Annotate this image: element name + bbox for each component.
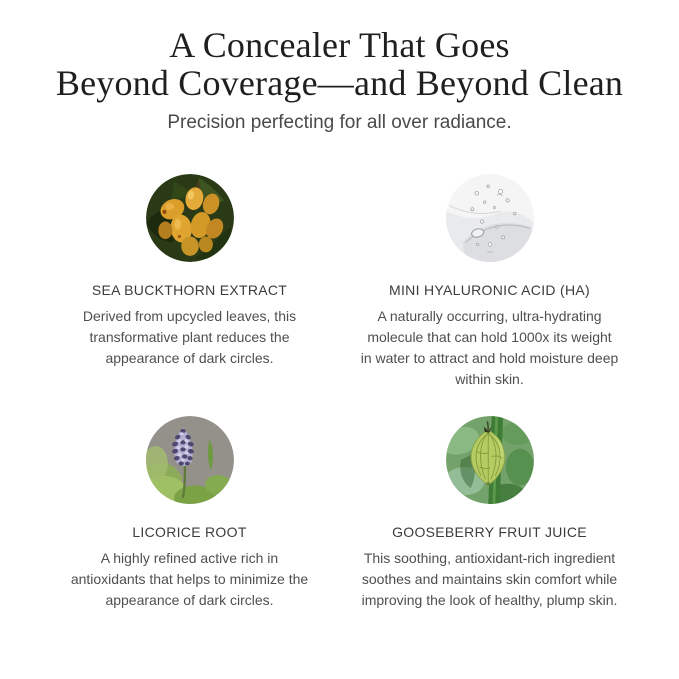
sea-buckthorn-berries-image [146,174,234,262]
licorice-flower-image [146,416,234,504]
gooseberry-photo [446,416,534,504]
page-title [0,0,679,102]
ingredient-description: Derived from upcycled leaves, this transformative plant reduces the appearance of dark circles. [82,308,297,366]
ingredient-card-hyaluronic-acid [340,174,640,390]
subtitle: Precision perfecting for all over radiance. [167,112,512,133]
ingredient-grid [40,174,640,611]
hyaluronic-acid-photo [446,174,534,262]
licorice-root-photo [146,416,234,504]
gooseberry-husk-image [446,416,534,504]
ingredient-name: SEA BUCKTHORN EXTRACT [91,282,288,298]
ingredient-description: A highly refined active rich in antioxidants that helps to minimize the appearance of dark circles. [70,550,309,608]
page-title-line2: Beyond Coverage—and Beyond Clean [55,63,624,103]
clear-gel-texture-image [446,174,534,262]
page-title-line1: A Concealer That Goes [169,25,510,65]
ingredient-card-gooseberry [340,416,640,611]
ingredient-card-sea-buckthorn [40,174,340,390]
sea-buckthorn-photo [146,174,234,262]
ingredient-name: MINI HYALURONIC ACID (HA) [389,282,590,298]
ingredient-card-licorice-root [40,416,340,611]
ingredient-description: A naturally occurring, ultra-hydrating molecule that can hold 1000x its weight in water to attract and hold moisture deep within skin. [360,308,619,387]
ingredient-name: GOOSEBERRY FRUIT JUICE [392,524,587,540]
ingredient-name: LICORICE ROOT [132,524,247,540]
ingredient-description: This soothing, antioxidant-rich ingredient soothes and maintains skin comfort while improving the look of healthy, plump skin. [361,550,618,608]
